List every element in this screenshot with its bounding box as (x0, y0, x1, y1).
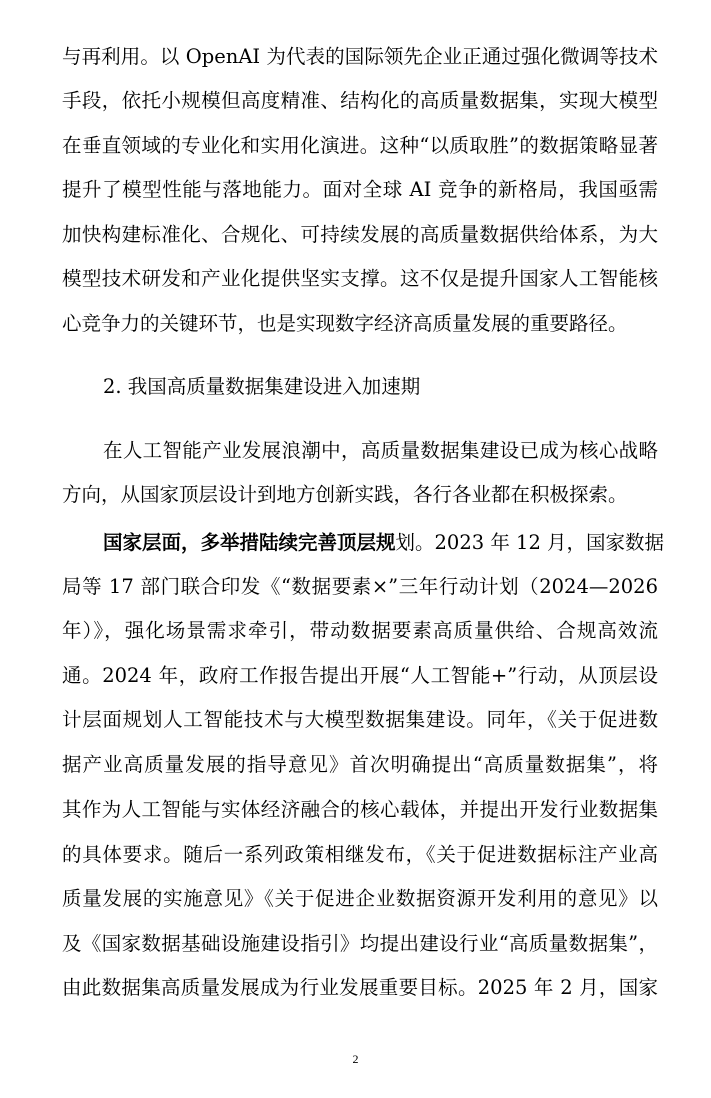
paragraph-line: 通。2024 年，政府工作报告提出开展“人工智能+”行动，从顶层设 (62, 664, 658, 687)
bold-lead-text: 国家层面，多举措陆续完善顶层规 (103, 531, 396, 554)
paragraph-line: 提升了模型性能与落地能力。面对全球 AI 竞争的新格局，我国亟需 (62, 178, 658, 201)
paragraph-line: 局等 17 部门联合印发《“数据要素×”三年行动计划（2024—2026 (62, 575, 658, 598)
paragraph-line: 质量发展的实施意见》《关于促进企业数据资源开发利用的意见》以 (62, 887, 658, 910)
paragraph-line: 据产业高质量发展的指导意见》首次明确提出“高质量数据集”，将 (62, 753, 658, 776)
paragraph-text: 划。2023 年 12 月，国家数据 (395, 531, 665, 554)
page-number: 2 (352, 1052, 359, 1066)
section-heading: 2. 我国高质量数据集建设进入加速期 (103, 375, 421, 398)
paragraph-line: 其作为人工智能与实体经济融合的核心载体，并提出开发行业数据集 (62, 798, 658, 821)
paragraph-line: 在垂直领域的专业化和实用化演进。这种“以质取胜”的数据策略显著 (62, 134, 658, 157)
paragraph-line: 模型技术研发和产业化提供坚实支撑。这不仅是提升国家人工智能核 (62, 267, 658, 290)
paragraph-line: 方向，从国家顶层设计到地方创新实践，各行各业都在积极探索。 (62, 483, 628, 506)
paragraph-line: 由此数据集高质量发展成为行业发展重要目标。2025 年 2 月，国家 (62, 976, 658, 999)
paragraph-line: 在人工智能产业发展浪潮中，高质量数据集建设已成为核心战略 (103, 439, 658, 462)
paragraph-line: 加快构建标准化、合规化、可持续发展的高质量数据供给体系，为大 (62, 223, 658, 246)
paragraph-line: 计层面规划人工智能技术与大模型数据集建设。同年，《关于促进数 (62, 708, 658, 731)
paragraph-line: 的具体要求。随后一系列政策相继发布，《关于促进数据标注产业高 (62, 843, 658, 866)
paragraph-line: 心竞争力的关键环节，也是实现数字经济高质量发展的重要路径。 (62, 312, 628, 335)
paragraph-line: 及《国家数据基础设施建设指引》均提出建设行业“高质量数据集”， (62, 932, 658, 955)
paragraph-line: 年）》，强化场景需求牵引，带动数据要素高质量供给、合规高效流 (62, 619, 658, 642)
paragraph-line: 与再利用。以 OpenAI 为代表的国际领先企业正通过强化微调等技术 (62, 45, 658, 68)
paragraph-line (103, 528, 665, 558)
paragraph-line: 手段，依托小规模但高度精准、结构化的高质量数据集，实现大模型 (62, 89, 658, 112)
